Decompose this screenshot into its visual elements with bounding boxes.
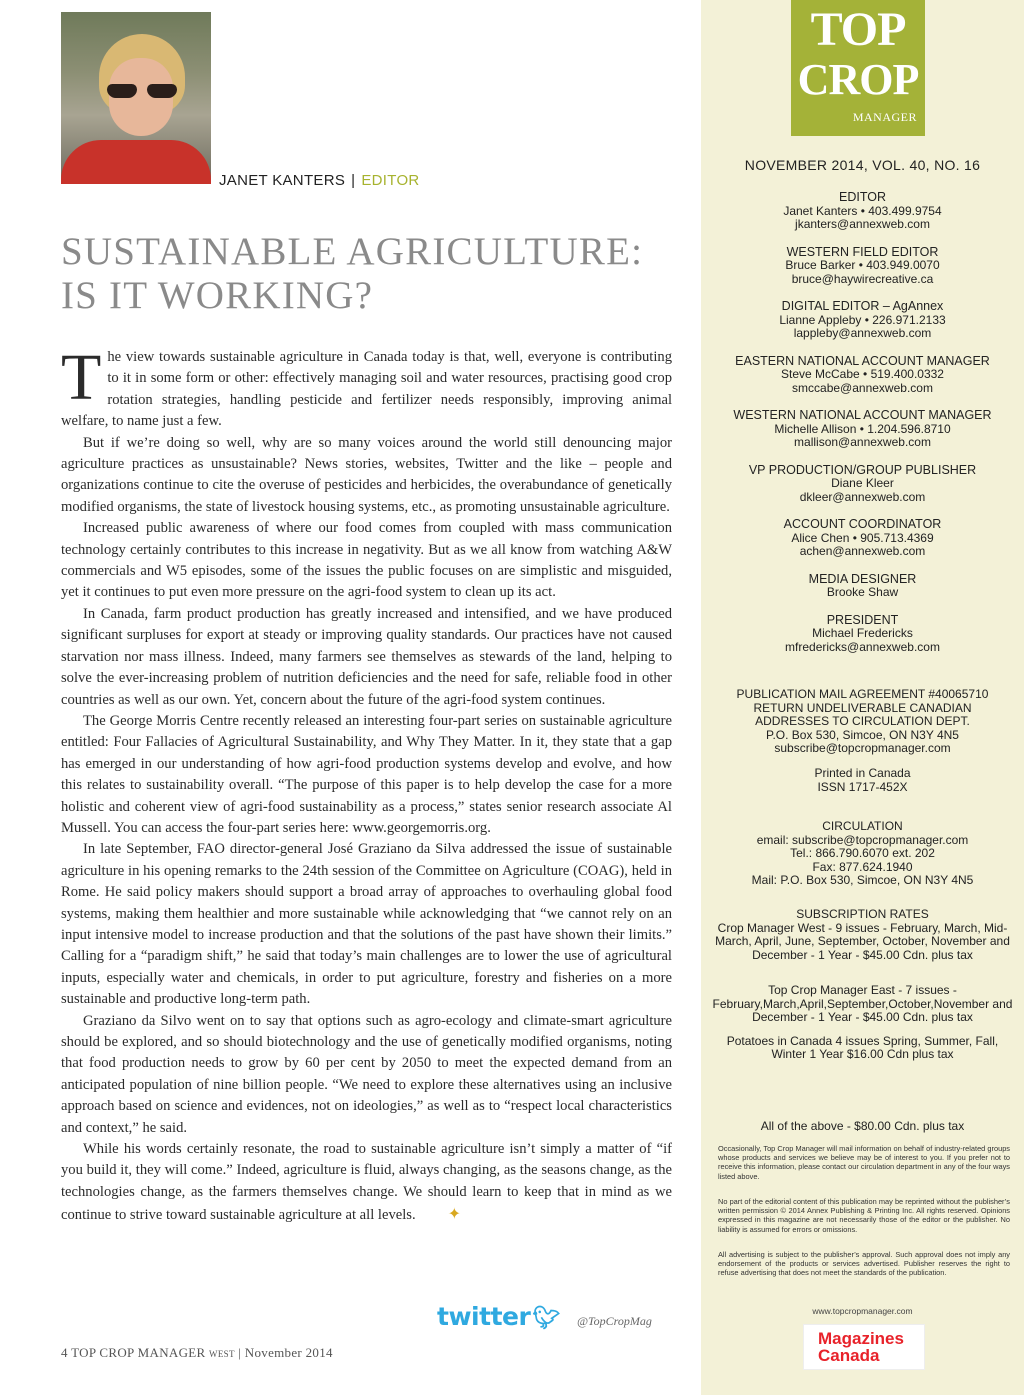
article-body [61, 341, 672, 1227]
subscription-all: All of the above - $80.00 Cdn. plus tax [760, 1119, 965, 1133]
fine-print-advertising: All advertising is subject to the publisher’s approval. Such approval does not imply any endorsement of the products or services advertised. Publisher reserves the right to refuse advertising that does not meet the standards of the publication. [718, 1250, 1010, 1278]
footer-edition: WEST [209, 1349, 235, 1359]
subscription-west: Crop Manager West - 9 issues - February, March, Mid-March, April, June, September, October, November and December - 1 Year - $45.00 Cdn. plus tax [715, 920, 1010, 962]
publication-mail-agreement: PUBLICATION MAIL AGREEMENT #40065710 RETURN UNDELIVERABLE CANADIAN ADDRESSES TO CIRCULATION DEPT. P.O. Box 530, Simcoe, ON N3Y 4N5 subscribe@topcropmanager.com [736, 687, 989, 755]
staff-president: PRESIDENT Michael Fredericks mfredericks@annexweb.com [785, 612, 940, 654]
headline-line-2: IS IT WORKING? [61, 274, 374, 317]
staff-digital-editor: DIGITAL EDITOR – AgAnnex Lianne Appleby • 226.971.2133 lappleby@annexweb.com [779, 299, 946, 340]
staff-western-field-editor: WESTERN FIELD EDITOR Bruce Barker • 403.949.0070 bruce@haywirecreative.ca [785, 244, 940, 286]
issue-info: NOVEMBER 2014, VOL. 40, NO. 16 [744, 157, 981, 173]
article-paragraph: But if we’re doing so well, why are so many voices around the world still denouncing major agriculture practices as unsustainable? News stories, websites, Twitter and the like – people and organizations continue to cite the overuse of pesticides and herbicides, the overabundance of genetically modified organisms, the state of livestock housing systems, etc., as promoting unsustainable agriculture. [61, 434, 672, 515]
circulation-info: CIRCULATION email: subscribe@topcropmanager.com Tel.: 866.790.6070 ext. 202 Fax: 877.624.1940 Mail: P.O. Box 530, Simcoe, ON N3Y 4N5 [751, 819, 974, 887]
article-paragraph: Increased public awareness of where our food comes from coupled with mass communication technology certainly contributes to this increase in negativity. But as we all know from watching A&W commercials and W5 episodes, some of the issues the public focuses on are simplistic and misguided, yet it continues to put even more pressure on the agri-food system to clean up its act. [61, 520, 672, 601]
article-paragraph: The view towards sustainable agriculture in Canada today is that, well, everyone is contributing to it in some form or other: effectively managing soil and water resources, practising good crop rotation strategies, handling pesticide and fertilizer needs responsibly, improving animal welfare, to name just a few. [61, 341, 672, 430]
magazines-canada-logo: Magazines Canada [803, 1324, 925, 1370]
maple-leaf-icon: ✦ [447, 1204, 462, 1224]
article-paragraph: The George Morris Centre recently released an interesting four-part series on sustainable agriculture entitled: Four Fallacies of Agricultural Sustainability, and Why They Matter. In it, they state that a gap has emerged in our understanding of how agri-food production systems develop and evolve, and how this relates to sustainability overall. “The purpose of this paper is to help develop the case for a more holistic and coherent view of agri-food sustainability as a process,” states senior research associate Al Mussell. You can access the four-part series here: www.georgemorris.org. [61, 712, 672, 836]
staff-editor: EDITOR Janet Kanters • 403.499.9754 jkanters@annexweb.com [783, 190, 942, 231]
page-number: 4 [61, 1345, 68, 1360]
top-crop-manager-logo: TOP CROP MANAGER [791, 0, 925, 136]
twitter-bird-icon: 🐦︎ [532, 1306, 560, 1331]
staff-account-coordinator: ACCOUNT COORDINATOR Alice Chen • 905.713.4369 achen@annexweb.com [783, 517, 942, 558]
staff-western-account-manager: WESTERN NATIONAL ACCOUNT MANAGER Michelle Allison • 1.204.596.8710 mallison@annexweb.com [733, 408, 992, 449]
drop-cap: T [61, 341, 102, 414]
fine-print-copyright: No part of the editorial content of this publication may be reprinted without the publisher’s written permission © 2014 Annex Publishing & Printing Inc. All rights reserved. Opinions expressed in this magazine are not necessarily those of the editor or the publisher. No liability is assumed for errors or omissions. [718, 1197, 1010, 1234]
page-footer [61, 1345, 333, 1361]
subscription-potatoes: Potatoes in Canada 4 issues Spring, Summer, Fall, Winter 1 Year $16.00 Cdn plus tax [726, 1033, 999, 1061]
fine-print-mailing: Occasionally, Top Crop Manager will mail information on behalf of industry-related groups whose products and services we believe may be of interest to you. If you prefer not to receive this information, please contact our circulation department in any of the four ways listed above. [718, 1144, 1010, 1181]
footer-date: November 2014 [244, 1345, 333, 1360]
masthead-sidebar [701, 0, 1024, 1395]
author-photo [61, 12, 211, 184]
staff-eastern-account-manager: EASTERN NATIONAL ACCOUNT MANAGER Steve McCabe • 519.400.0332 smccabe@annexweb.com [735, 353, 990, 395]
twitter-wordmark: twitter [437, 1302, 531, 1331]
website-link[interactable]: www.topcropmanager.com [812, 1306, 913, 1316]
page-title [61, 230, 681, 318]
twitter-handle[interactable]: @TopCropMag [577, 1314, 652, 1328]
subscription-title: SUBSCRIPTION RATES [796, 907, 929, 921]
footer-magazine: TOP CROP MANAGER [71, 1345, 206, 1360]
printed-info: Printed in Canada ISSN 1717-452X [814, 766, 911, 794]
subscription-rates [711, 908, 1014, 1072]
author-name: JANET KANTERS [219, 172, 346, 189]
author-byline [219, 172, 420, 189]
staff-vp-production: VP PRODUCTION/GROUP PUBLISHER Diane Kleer dkleer@annexweb.com [748, 462, 977, 504]
article-paragraph: While his words certainly resonate, the road to sustainable agriculture isn’t simply a matter of “if you build it, they will come.” Indeed, agriculture is fluid, always changing, as the seasons change, as the technologies change, as the farmers themselves change. We should learn to keep that in mind as we continue to strive toward sustainable agriculture at all levels. ✦ [61, 1141, 672, 1224]
article-paragraph: In Canada, farm product production has greatly increased and intensified, and we have produced significant surpluses for export at steady or improving quality standards. Our practices have not caused starvation nor mass illness. Indeed, many farmers see themselves as stewards of the land, helping to solve the ever-increasing problem of nutrition deficiencies and the need for safe, reliable food in other countries as well as our own. Yet, concern about the future of the agri-food system continues. [61, 605, 672, 708]
headline-line-1: SUSTAINABLE AGRICULTURE: [61, 230, 644, 273]
article-paragraph: Graziano da Silvo went on to say that options such as agro-ecology and climate-smart agriculture should be explored, and so should biotechnology and the use of genetically modified organisms, noting that food production needs to grow by 60 per cent by 2050 to meet the expected demand from an anticipated population of nine billion people. “We need to explore these alternatives using an inclusive approach based on science and evidences, not on ideologies,” as well as to “respect local characteristics and context,” he said. [61, 1012, 672, 1136]
twitter-logo[interactable] [437, 1302, 560, 1331]
subscription-east: Top Crop Manager East - 7 issues - February,March,April,September,October,November and December - 1 Year - $45.00 Cdn. plus tax [712, 983, 1013, 1024]
staff-media-designer: MEDIA DESIGNER Brooke Shaw [808, 571, 917, 599]
article-paragraph: In late September, FAO director-general José Graziano da Silva addressed the issue of sustainable agriculture in his opening remarks to the 24th session of the Committee on Agriculture (COAG), held in Rome. He said policy makers should support a broad array of approaches to overhauling global food systems, making them healthier and more sustainable while acknowledging that “we cannot rely on an input intensive model to increase production and that the solutions of the past have shown their limits.” Calling for a “paradigm shift,” he said that today’s main challenges are to lower the use of agricultural inputs, especially water and chemicals, in order to put agriculture, forestry and fisheries on a more sustainable and productive long-term path. [61, 841, 672, 1008]
staff-list [701, 191, 1024, 668]
byline-separator: | [351, 172, 356, 189]
author-role: EDITOR [361, 172, 420, 189]
footer-separator: | [238, 1345, 242, 1360]
